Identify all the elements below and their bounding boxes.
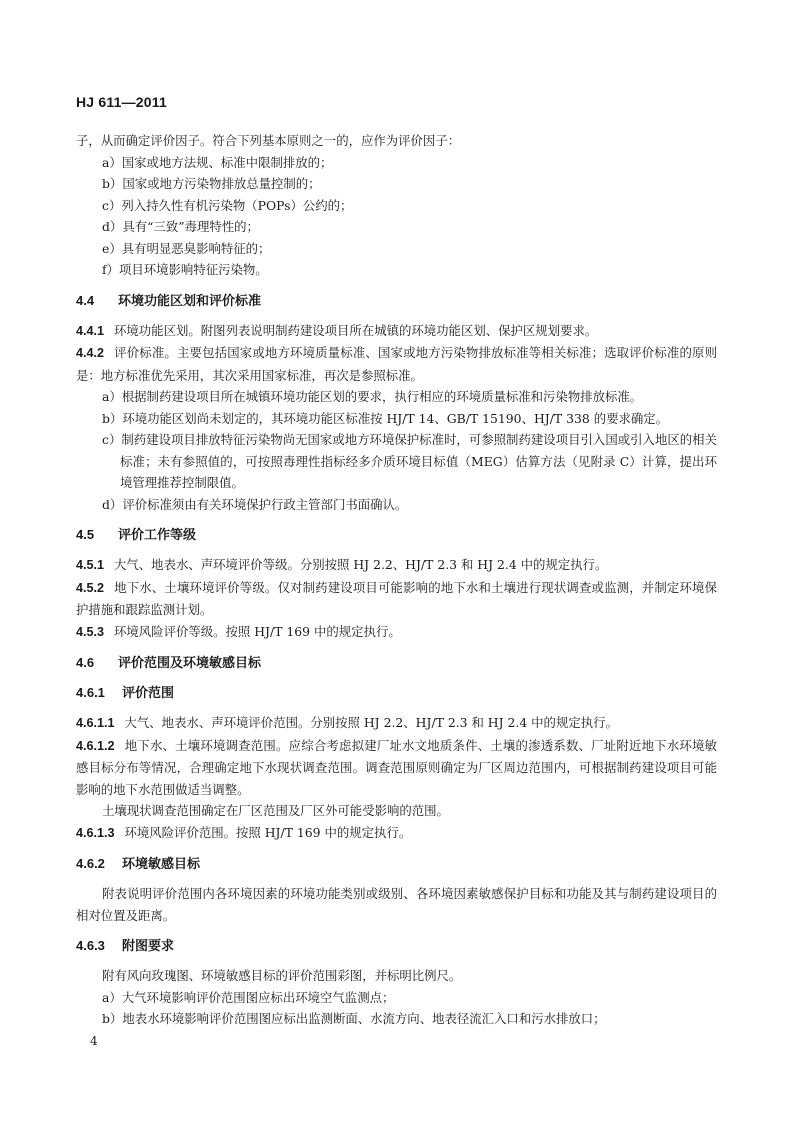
clause-4-4-2 [76, 342, 717, 386]
paragraph: 附有风向玫瑰图、环境敏感目标的评价范围彩图，并标明比例尺。 [102, 968, 462, 983]
clause-4-6-1-3 [76, 822, 717, 845]
list-item: a）国家或地方法规、标准中限制排放的； [102, 154, 333, 170]
list-item: a）大气环境影响评价范围图应标出环境空气监测点； [102, 989, 395, 1005]
clause-4-5-2 [76, 577, 717, 621]
list-item: b）地表水环境影响评价范围图应标出监测断面、水流方向、地表径流汇入口和污水排放口； [102, 1011, 606, 1026]
section-heading-4-5 [76, 524, 717, 545]
subsection-title: 环境敏感目标 [122, 856, 201, 871]
list-item: d）评价标准须由有关环境保护行政主管部门书面确认。 [102, 496, 408, 512]
page-number: 4 [90, 1034, 98, 1048]
clause-number: 4.5.2 [76, 580, 105, 595]
section-title: 评价范围及环境敏感目标 [118, 655, 262, 670]
section-title: 环境功能区划和评价标准 [118, 292, 262, 308]
list-item: b）国家或地方污染物排放总量控制的； [102, 176, 321, 191]
section-heading-4-4 [76, 290, 717, 311]
paragraph: 土壤现状调查范围确定在厂区范围及厂区外可能受影响的范围。 [102, 803, 449, 818]
clause-number: 4.6.1.3 [76, 825, 115, 840]
list-item: d）具有“三致”毒理特性的； [102, 219, 259, 234]
subsection-number: 4.6.3 [76, 938, 105, 953]
clause-4-5-1 [76, 554, 717, 577]
section-heading-4-6 [76, 652, 717, 673]
clause-number: 4.6.1.1 [76, 716, 115, 730]
clause-4-4-1 [76, 320, 717, 343]
clause-number: 4.4.2 [76, 346, 105, 360]
list-item: c）列入持久性有机污染物（POPs）公约的； [102, 197, 353, 213]
paragraph: 附表说明评价范围内各环境因素的环境功能类别或级别、各环境因素敏感保护目标和功能及其与制药建设项目的相对位置及距离。 [76, 886, 717, 923]
clause-text: 大气、地表水、声环境评价范围。分别按照 HJ 2.2、HJ/T 2.3 和 HJ 2.4 中的规定执行。 [124, 715, 618, 730]
document-code-header: HJ 611—2011 [76, 94, 167, 110]
continued-paragraph: 子，从而确定评价因子。符合下列基本原则之一的，应作为评价因子： [76, 133, 461, 148]
subsection-title: 附图要求 [122, 938, 175, 953]
section-number: 4.6 [76, 655, 95, 670]
list-item: a）根据制药建设项目所在城镇环境功能区划的要求，执行相应的环境质量标准和污染物排放标准。 [102, 389, 643, 404]
list-item: c）制药建设项目排放特征污染物尚无国家或地方环境保护标准时，可参照制药建设项目引入国或引入地区的相关标准；未有参照值的，可按照毒理性指标经多介质环境目标值（MEG）估算方法（见附录 C）计算，提出环境管理推荐控制限值。 [102, 432, 717, 490]
clause-text: 地下水、土壤环境调查范围。应综合考虑拟建厂址水文地质条件、土壤的渗透系数、厂址附近地下水环境敏感目标分布等情况，合理确定地下水现状调查范围。调查范围原则确定为厂区周边范围内，可根据制药建设项目可能影响的地下水范围做适当调整。 [76, 737, 717, 797]
subsection-title: 评价范围 [122, 685, 175, 700]
subsection-number: 4.6.1 [76, 685, 105, 700]
subsection-heading-4-6-2 [76, 853, 717, 874]
clause-text: 环境风险评价范围。按照 HJ/T 169 中的规定执行。 [124, 824, 412, 840]
clause-number: 4.6.1.2 [76, 738, 115, 753]
clause-4-6-1-2 [76, 735, 717, 801]
list-item: e）具有明显恶臭影响特征的； [102, 240, 271, 256]
clause-text: 评价标准。主要包括国家或地方环境质量标准、国家或地方污染物排放标准等相关标准；选取评价标准的原则是：地方标准优先采用，其次采用国家标准，再次是参照标准。 [76, 345, 717, 383]
clause-text: 环境功能区划。附图列表说明制药建设项目所在城镇的环境功能区划、保护区规划要求。 [114, 322, 598, 338]
list-item: b）环境功能区划尚未划定的，其环境功能区标准按 HJ/T 14、GB/T 15190、HJ/T 338 的要求确定。 [102, 410, 669, 426]
subsection-heading-4-6-3 [76, 935, 717, 956]
section-number: 4.5 [76, 527, 95, 542]
section-title: 评价工作等级 [118, 527, 197, 542]
clause-text: 大气、地表水、声环境评价等级。分别按照 HJ 2.2、HJ/T 2.3 和 HJ 2.4 中的规定执行。 [114, 557, 608, 572]
clause-number: 4.5.3 [76, 624, 105, 639]
clause-4-5-3 [76, 621, 717, 644]
subsection-heading-4-6-1 [76, 682, 717, 703]
subsection-number: 4.6.2 [76, 856, 105, 871]
clause-4-6-1-1 [76, 712, 717, 735]
page-content [76, 130, 717, 1030]
clause-number: 4.5.1 [76, 558, 105, 572]
clause-number: 4.4.1 [76, 323, 105, 338]
section-number: 4.4 [76, 292, 95, 308]
clause-text: 地下水、土壤环境评价等级。仅对制药建设项目可能影响的地下水和土壤进行现状调查或监测，并制定环境保护措施和跟踪监测计划。 [76, 579, 717, 617]
clause-text: 环境风险评价等级。按照 HJ/T 169 中的规定执行。 [114, 623, 401, 639]
list-item: f）项目环境影响特征污染物。 [102, 262, 268, 277]
